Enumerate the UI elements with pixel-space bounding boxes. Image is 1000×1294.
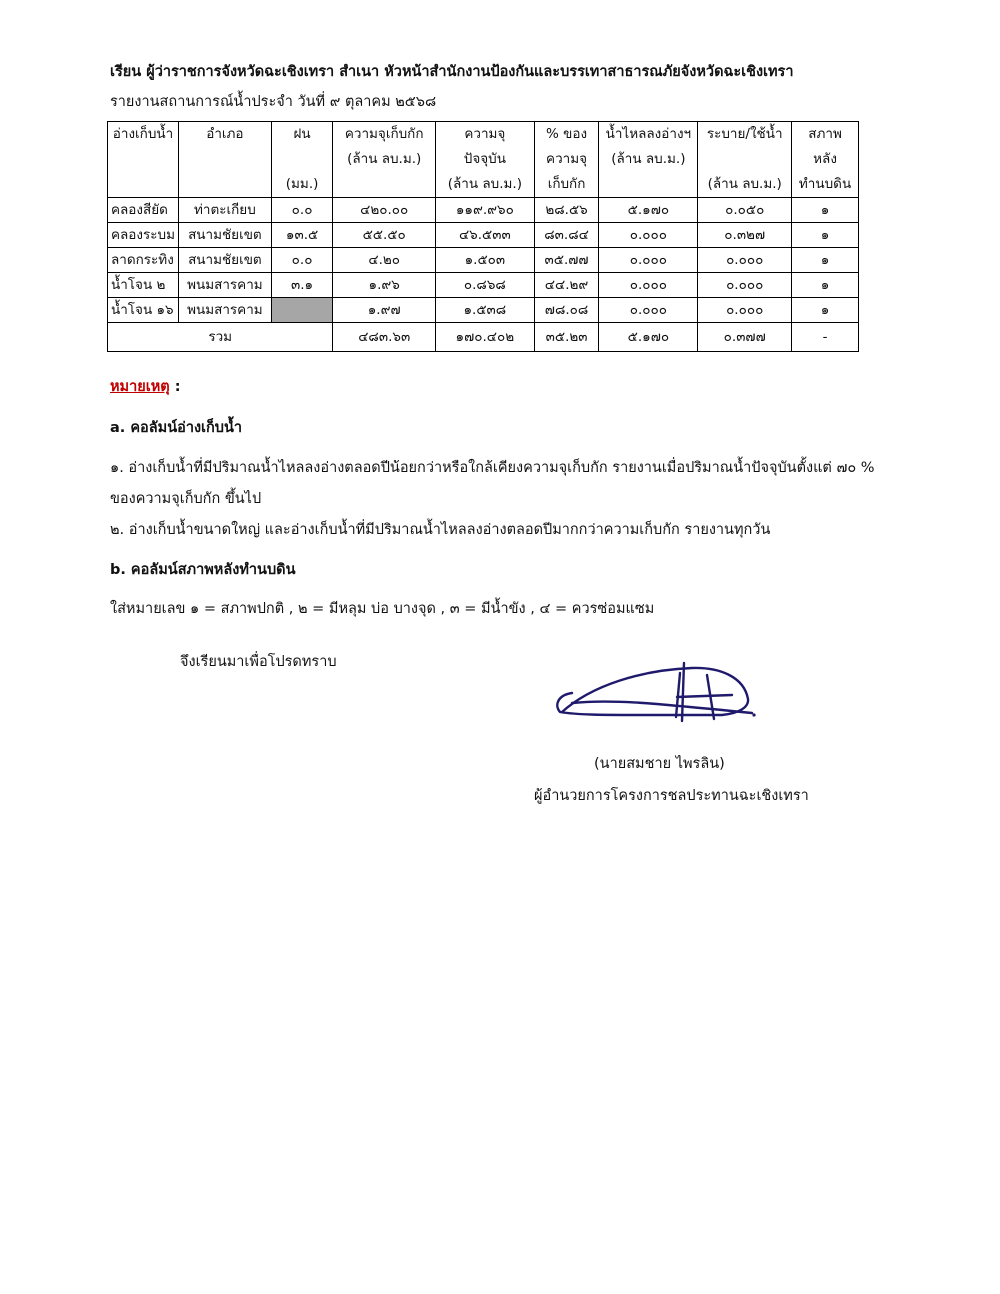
cell-rain-missing (271, 298, 333, 323)
table-row (108, 223, 859, 248)
cell-condition: ๑ (792, 248, 859, 273)
col-header-inflow: น้ำไหลลงอ่างฯ (ล้าน ลบ.ม.) (599, 122, 698, 198)
cell-current-volume: ๐.๘๖๘ (436, 273, 535, 298)
cell-rain: ๐.๐ (271, 198, 333, 223)
cell-total-label: รวม (108, 323, 333, 352)
cell-percent: ๘๓.๘๔ (534, 223, 599, 248)
cell-capacity: ๕๕.๕๐ (333, 223, 436, 248)
col-header-rain: ฝน (มม.) (271, 122, 333, 198)
remark-heading (110, 375, 181, 398)
cell-inflow: ๕.๑๗๐ (599, 198, 698, 223)
remark-label: หมายเหตุ (110, 379, 170, 395)
cell-capacity: ๑.๙๗ (333, 298, 436, 323)
cell-district: สนามชัยเขต (178, 248, 271, 273)
closing-line: จึงเรียนมาเพื่อโปรดทราบ (180, 654, 337, 670)
table-row (108, 298, 859, 323)
report-subject: รายงานสถานการณ์น้ำประจำ วันที่ ๙ ตุลาคม ๒๕๖๘ (110, 94, 437, 110)
cell-district: พนมสารคาม (178, 273, 271, 298)
table-row (108, 273, 859, 298)
reservoir-report-table (107, 121, 859, 352)
cell-inflow: ๐.๐๐๐ (599, 273, 698, 298)
table-header-row (108, 122, 859, 198)
signature-image (552, 655, 762, 725)
signer-position: ผู้อำนวยการโครงการชลประทานฉะเชิงเทรา (534, 788, 809, 804)
addressee-line: เรียน ผู้ว่าราชการจังหวัดฉะเชิงเทรา สำเนา หัวหน้าสำนักงานป้องกันและบรรเทาสาธารณภัยจังหวัดฉะเชิงเทรา (110, 64, 794, 80)
cell-reservoir: น้ำโจน ๒ (108, 273, 179, 298)
section-b-title: b. คอลัมน์สภาพหลังทำนบดิน (110, 562, 296, 578)
cell-capacity: ๔.๒๐ (333, 248, 436, 273)
cell-percent: ๔๔.๒๙ (534, 273, 599, 298)
cell-inflow: ๐.๐๐๐ (599, 248, 698, 273)
remark-item-1-line-1: ๑. อ่างเก็บน้ำที่มีปริมาณน้ำไหลลงอ่างตลอดปีน้อยกว่าหรือใกล้เคียงความจุเก็บกัก รายงานเมื่อปริมาณน้ำปัจจุบันตั้งแต่ ๗๐ % (110, 460, 875, 476)
cell-district: พนมสารคาม (178, 298, 271, 323)
cell-total-capacity: ๔๘๓.๖๓ (333, 323, 436, 352)
col-header-district: อำเภอ (178, 122, 271, 198)
cell-outflow: ๐.๐๐๐ (698, 273, 792, 298)
cell-outflow: ๐.๐๐๐ (698, 248, 792, 273)
col-header-current-volume: ความจุ ปัจจุบัน (ล้าน ลบ.ม.) (436, 122, 535, 198)
signer-name: (นายสมชาย ไพรลิน) (594, 756, 725, 772)
cell-condition: ๑ (792, 298, 859, 323)
table-row (108, 198, 859, 223)
cell-condition: ๑ (792, 273, 859, 298)
cell-condition: ๑ (792, 223, 859, 248)
col-header-reservoir: อ่างเก็บน้ำ (108, 122, 179, 198)
cell-total-condition: - (792, 323, 859, 352)
remark-colon: : (169, 379, 181, 395)
remark-item-1-line-2: ของความจุเก็บกัก ขึ้นไป (110, 491, 262, 507)
cell-capacity: ๔๒๐.๐๐ (333, 198, 436, 223)
cell-current-volume: ๔๖.๕๓๓ (436, 223, 535, 248)
cell-current-volume: ๑๑๙.๙๖๐ (436, 198, 535, 223)
cell-rain: ๑๓.๕ (271, 223, 333, 248)
cell-total-outflow: ๐.๓๗๗ (698, 323, 792, 352)
cell-reservoir: น้ำโจน ๑๖ (108, 298, 179, 323)
cell-current-volume: ๑.๕๓๘ (436, 298, 535, 323)
cell-current-volume: ๑.๕๐๓ (436, 248, 535, 273)
section-a-title: a. คอลัมน์อ่างเก็บน้ำ (110, 420, 243, 436)
cell-inflow: ๐.๐๐๐ (599, 223, 698, 248)
cell-total-percent: ๓๕.๒๓ (534, 323, 599, 352)
cell-capacity: ๑.๙๖ (333, 273, 436, 298)
cell-district: สนามชัยเขต (178, 223, 271, 248)
cell-rain: ๐.๐ (271, 248, 333, 273)
cell-condition: ๑ (792, 198, 859, 223)
table-row (108, 248, 859, 273)
remark-item-2: ๒. อ่างเก็บน้ำขนาดใหญ่ และอ่างเก็บน้ำที่มีปริมาณน้ำไหลลงอ่างตลอดปีมากกว่าความเก็บกัก รายงานทุกวัน (110, 522, 771, 538)
cell-rain: ๓.๑ (271, 273, 333, 298)
condition-legend: ใส่หมายเลข ๑ = สภาพปกติ , ๒ = มีหลุม บ่อ บางจุด , ๓ = มีน้ำขัง , ๔ = ควรซ่อมแซม (110, 601, 655, 617)
cell-reservoir: คลองระบม (108, 223, 179, 248)
cell-district: ท่าตะเกียบ (178, 198, 271, 223)
cell-percent: ๓๕.๗๗ (534, 248, 599, 273)
col-header-outflow: ระบาย/ใช้น้ำ (ล้าน ลบ.ม.) (698, 122, 792, 198)
cell-outflow: ๐.๐๐๐ (698, 298, 792, 323)
cell-outflow: ๐.๓๒๗ (698, 223, 792, 248)
cell-reservoir: ลาดกระทิง (108, 248, 179, 273)
col-header-dam-condition: สภาพ หลัง ทำนบดิน (792, 122, 859, 198)
cell-percent: ๗๘.๐๘ (534, 298, 599, 323)
cell-total-inflow: ๕.๑๗๐ (599, 323, 698, 352)
cell-inflow: ๐.๐๐๐ (599, 298, 698, 323)
cell-reservoir: คลองสียัด (108, 198, 179, 223)
cell-outflow: ๐.๐๕๐ (698, 198, 792, 223)
cell-total-current-volume: ๑๗๐.๔๐๒ (436, 323, 535, 352)
cell-percent: ๒๘.๕๖ (534, 198, 599, 223)
col-header-percent-capacity: % ของ ความจุ เก็บกัก (534, 122, 599, 198)
table-total-row (108, 323, 859, 352)
col-header-capacity: ความจุเก็บกัก (ล้าน ลบ.ม.) (333, 122, 436, 198)
